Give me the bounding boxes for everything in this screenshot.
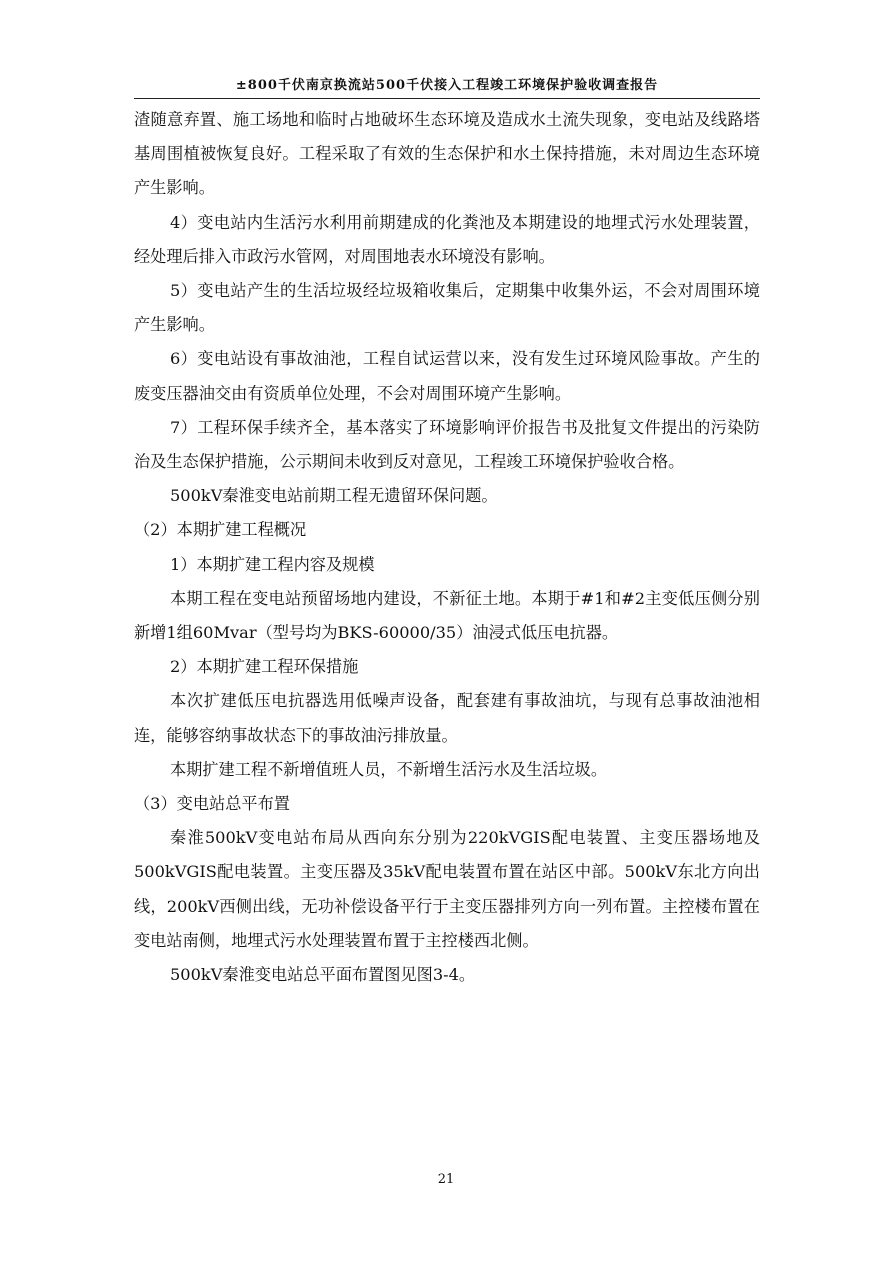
- paragraph-layout-description: 秦淮500kV变电站布局从西向东分别为220kVGIS配电装置、主变压器场地及500kVGIS配电装置。主变压器及35kV配电装置布置在站区中部。500kV东北方向出线，200kV西侧出线，无功补偿设备平行于主变压器排列方向一列布置。主控楼布置在变电站南侧，地埋式污水处理装置布置于主控楼西北侧。: [134, 828, 760, 950]
- subheading-environmental-measures: 2）本期扩建工程环保措施: [170, 657, 359, 677]
- paragraph-no-new-staff: 本期扩建工程不新增值班人员，不新增生活污水及生活垃圾。: [170, 759, 608, 779]
- page-number: 21: [437, 1172, 455, 1187]
- paragraph-no-legacy-issues: 500kV秦淮变电站前期工程无遗留环保问题。: [170, 486, 498, 506]
- paragraph-ecology-summary: 渣随意弃置、施工场地和临时占地破坏生态环境及造成水土流失现象，变电站及线路塔基周围植被恢复良好。工程采取了有效的生态保护和水土保持措施，未对周边生态环境产生影响。: [134, 110, 760, 198]
- paragraph-item-4-sewage: 4）变电站内生活污水利用前期建成的化粪池及本期建设的地埋式污水处理装置，经处理后排入市政污水管网，对周围地表水环境没有影响。: [134, 212, 760, 266]
- running-header: ±800千伏南京换流站500千伏接入工程竣工环境保护验收调查报告: [134, 74, 760, 99]
- paragraph-reactor-measures: 本次扩建低压电抗器选用低噪声设备，配套建有事故油坑，与现有总事故油池相连，能够容纳事故状态下的事故油污排放量。: [134, 691, 760, 745]
- paragraph-item-5-garbage: 5）变电站产生的生活垃圾经垃圾箱收集后，定期集中收集外运，不会对周围环境产生影响。: [134, 281, 760, 335]
- paragraph-figure-reference: 500kV秦淮变电站总平面布置图见图3-4。: [170, 965, 476, 985]
- section-heading-expansion-overview: （2）本期扩建工程概况: [134, 520, 307, 540]
- section-heading-site-layout: （3）变电站总平布置: [134, 794, 290, 814]
- paragraph-item-6-oil-pool: 6）变电站设有事故油池，工程自试运营以来，没有发生过环境风险事故。产生的废变压器油交由有资质单位处理，不会对周围环境产生影响。: [134, 349, 760, 403]
- subheading-content-scale: 1）本期扩建工程内容及规模: [170, 554, 375, 574]
- paragraph-item-7-procedures: 7）工程环保手续齐全，基本落实了环境影响评价报告书及批复文件提出的污染防治及生态保护措施，公示期间未收到反对意见，工程竣工环境保护验收合格。: [134, 417, 760, 472]
- document-body: [134, 103, 760, 992]
- paragraph-expansion-content: 本期工程在变电站预留场地内建设，不新征土地。本期于#1和#2主变低压侧分别新增1组60Mvar（型号均为BKS-60000/35）油浸式低压电抗器。: [134, 588, 760, 643]
